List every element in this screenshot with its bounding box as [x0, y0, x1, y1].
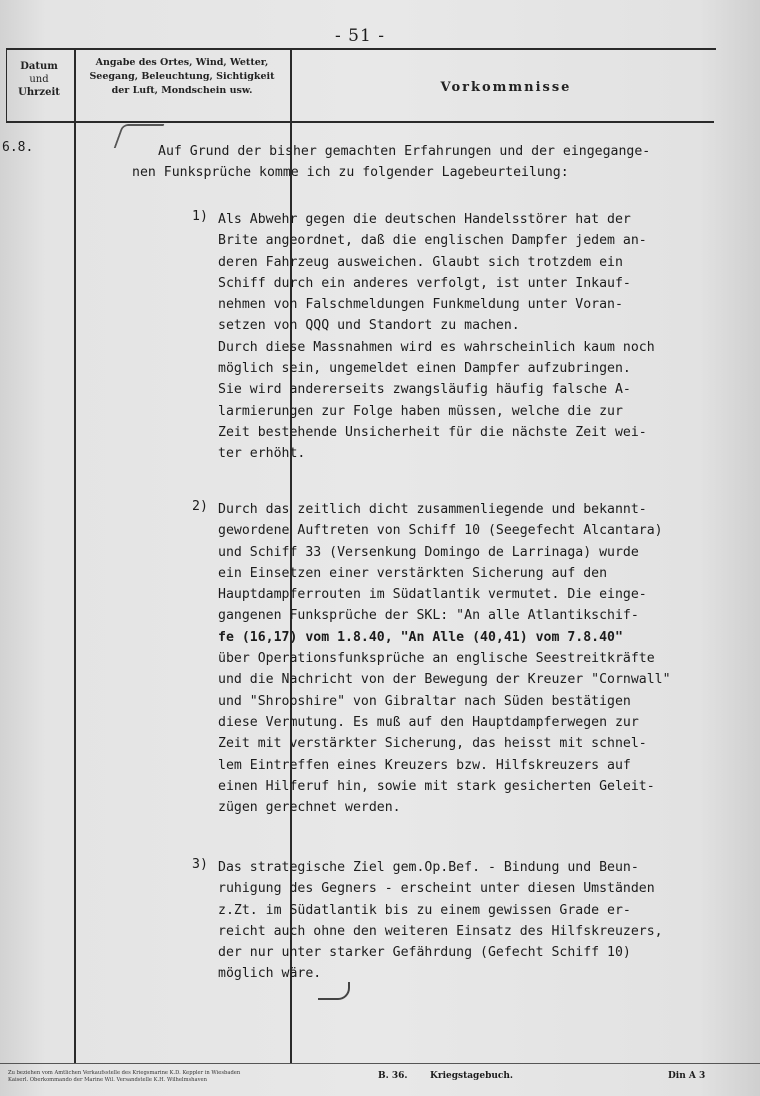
item-2-paragraph — [218, 499, 671, 818]
item-line: möglich wäre. — [218, 966, 322, 982]
item-line: und Schiff 33 (Versenkung Domingo de Larrinaga) wurde — [218, 544, 639, 560]
header-events-column: Vorkommnisse — [440, 80, 572, 95]
item-number: 1) — [192, 209, 208, 224]
page-number: - 51 - — [335, 26, 385, 46]
item-line: Schiff durch ein anderes verfolgt, ist unter Inkauf- — [218, 275, 631, 291]
footer-rule — [0, 1063, 760, 1064]
header-place-line-3: der Luft, Mondschein usw. — [111, 85, 253, 96]
header-date-line-2: und — [29, 74, 49, 85]
item-line: gewordene Auftreten von Schiff 10 (Seegefecht Alcantara) — [218, 523, 663, 539]
item-line: Sie wird andererseits zwangsläufig häufig falsche A- — [218, 382, 631, 398]
footer-printer-note — [8, 1070, 378, 1084]
item-line: Zeit mit verstärkter Sicherung, das heisst mit schnel- — [218, 736, 647, 752]
header-date-column — [6, 60, 72, 99]
header-place-line-1: Angabe des Ortes, Wind, Wetter, — [95, 57, 269, 68]
header-date-line-1: Datum — [20, 61, 58, 72]
item-3-paragraph — [218, 857, 663, 985]
footer-form-number: B. 36. — [378, 1071, 408, 1081]
item-line: Brite angeordnet, daß die englischen Dampfer jedem an- — [218, 233, 647, 249]
item-line: einen Hilferuf hin, sowie mit stark gesicherten Geleit- — [218, 778, 655, 794]
item-line: möglich sein, ungemeldet einen Dampfer aufzubringen. — [218, 361, 631, 377]
item-line: setzen von QQQ und Standort zu machen. — [218, 318, 520, 334]
item-line: Durch diese Massnahmen wird es wahrscheinlich kaum noch — [218, 339, 655, 355]
item-line: und "Shropshire" von Gibraltar nach Süden bestätigen — [218, 693, 631, 709]
item-number: 2) — [192, 499, 208, 514]
item-line: larmierungen zur Folge haben müssen, welche die zur — [218, 403, 623, 419]
item-line: ter erhöht. — [218, 446, 306, 462]
item-line: Das strategische Ziel gem.Op.Bef. - Bindung und Beun- — [218, 860, 639, 875]
header-bottom-rule — [6, 121, 714, 123]
item-line: über Operationsfunksprüche an englische Seestreitkräfte — [218, 651, 655, 667]
item-line: Durch das zeitlich dicht zusammenliegende und bekannt- — [218, 502, 647, 517]
intro-line: Auf Grund der bisher gemachten Erfahrungen und der eingegange- — [158, 144, 651, 159]
intro-paragraph — [112, 141, 650, 184]
item-line: nehmen von Falschmeldungen Funkmeldung unter Voran- — [218, 297, 623, 313]
pencil-end-mark — [318, 982, 350, 1000]
item-line: zügen gerechnet werden. — [218, 800, 401, 816]
item-line: ruhigung des Gegners - erscheint unter diesen Umständen — [218, 881, 655, 897]
item-line: deren Fahrzeug ausweichen. Glaubt sich trotzdem ein — [218, 254, 623, 270]
footer-paper-format: Din A 3 — [668, 1071, 706, 1081]
item-line: fe (16,17) vom 1.8.40, "An Alle (40,41) vom 7.8.40" — [218, 629, 623, 645]
item-line: Zeit bestehende Unsicherheit für die nächste Zeit wei- — [218, 424, 647, 440]
table-top-rule — [6, 48, 716, 50]
item-line: der nur unter starker Gefährdung (Gefecht Schiff 10) — [218, 945, 631, 961]
item-line: z.Zt. im Südatlantik bis zu einem gewissen Grade er- — [218, 902, 631, 918]
footer-note-line: Kaiserl. Oberkommando der Marine Wil. Versandstelle K.H. Wilhelmshaven — [8, 1077, 207, 1083]
item-line: und die Nachricht von der Bewegung der Kreuzer "Cornwall" — [218, 672, 671, 688]
item-line: ein Einsetzen einer verstärkten Sicherung auf den — [218, 565, 608, 581]
header-date-line-3: Uhrzeit — [18, 87, 60, 98]
item-line: diese Vermutung. Es muß auf den Hauptdampferwegen zur — [218, 714, 639, 730]
item-line: Als Abwehr gegen die deutschen Handelsstörer hat der — [218, 212, 631, 227]
header-place-line-2: Seegang, Beleuchtung, Sichtigkeit — [89, 71, 275, 82]
intro-line: nen Funksprüche komme ich zu folgender Lagebeurteilung: — [132, 165, 569, 181]
item-line: gangenen Funksprüche der SKL: "An alle Atlantikschif- — [218, 608, 639, 624]
footer-form-title: Kriegstagebuch. — [430, 1071, 514, 1081]
date-column-divider — [74, 48, 76, 1063]
entry-date: 6.8. — [2, 140, 34, 155]
item-line: reicht auch ohne den weiteren Einsatz des Hilfskreuzers, — [218, 923, 663, 939]
item-line: Hauptdampferrouten im Südatlantik vermutet. Die einge- — [218, 587, 647, 603]
item-1-paragraph — [218, 209, 655, 465]
footer-note-line: Zu beziehen vom Amtlichen Verkaufsstelle des Kriegsmarine K.D. Keppler in Wiesbaden — [8, 1070, 241, 1076]
item-number: 3) — [192, 857, 208, 872]
header-place-column — [78, 56, 286, 98]
item-line: lem Eintreffen eines Kreuzers bzw. Hilfskreuzers auf — [218, 757, 631, 773]
